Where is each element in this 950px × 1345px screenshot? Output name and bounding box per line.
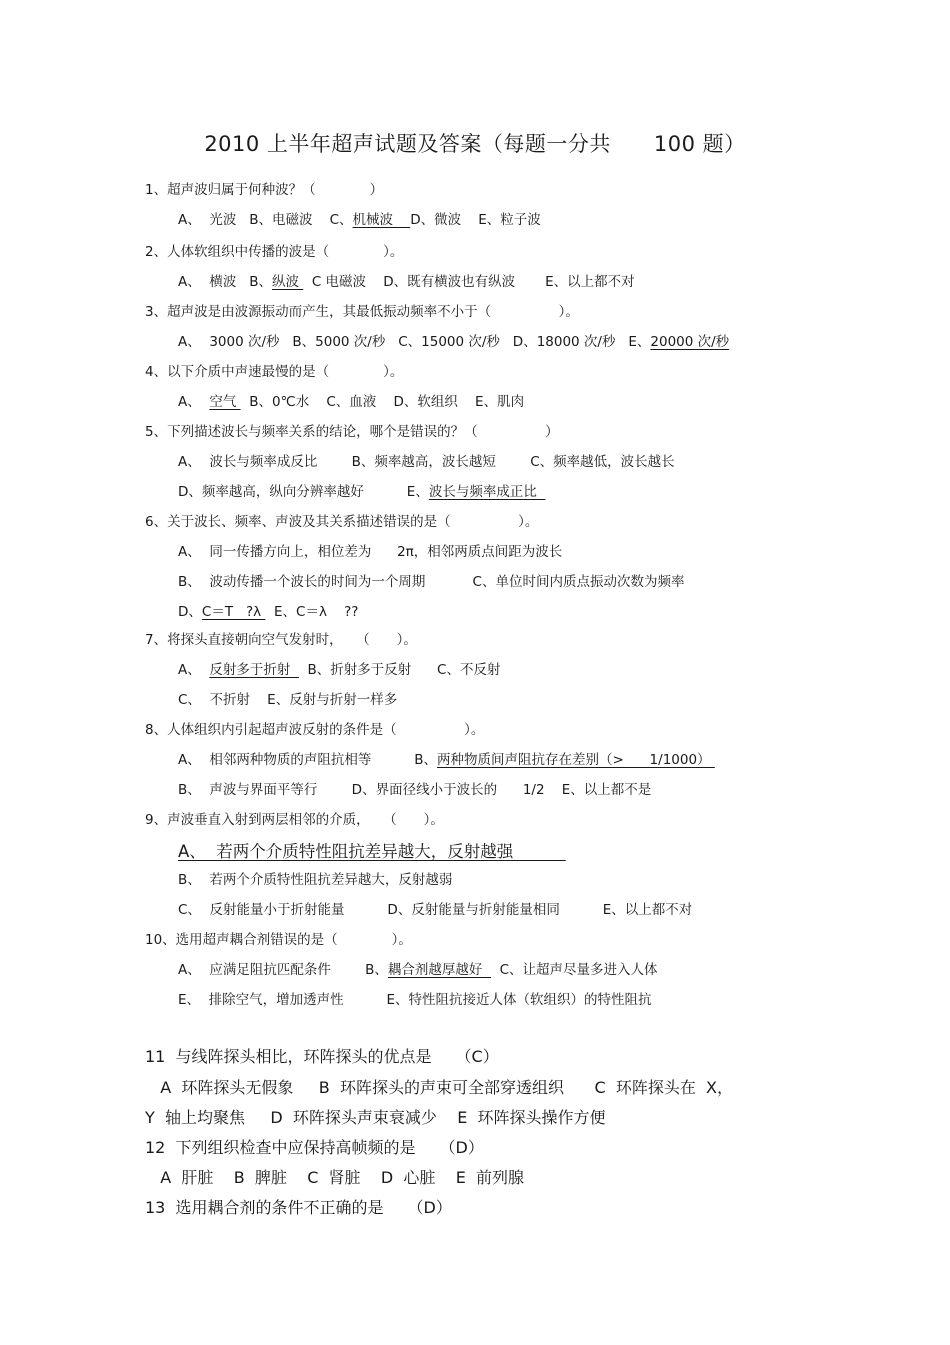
option-text: B、折射多于反射 C、不反射 <box>298 662 501 678</box>
question-options <box>178 208 541 228</box>
question-options <box>178 270 635 290</box>
option-text: A、 应满足阻抗匹配条件 B、 <box>178 962 388 978</box>
question-stem: 5、下列描述波长与频率关系的结论，哪个是错误的？（ ） <box>145 424 559 440</box>
question-line: 12 下列组织检查中应保持高帧频的是 （D） <box>145 1138 484 1157</box>
question-options <box>178 958 658 978</box>
question-stem: 3、超声波是由波源振动而产生，其最低振动频率不小于（ ）。 <box>145 304 579 320</box>
question-stem: 7、将探头直接朝向空气发射时， （ ）。 <box>145 632 417 648</box>
option-text: B、0℃水 C、血液 D、软组织 E、肌肉 <box>240 394 525 410</box>
question-options <box>178 658 500 678</box>
option-text: B、 波动传播一个波长的时间为一个周期 C、单位时间内质点振动次数为频率 <box>178 574 685 590</box>
question-options <box>178 778 651 798</box>
option-text: A、 横波 B、 <box>178 274 272 290</box>
option-text: C 电磁波 D、既有横波也有纵波 E、以上都不对 <box>303 274 635 290</box>
answer-underlined: 两种物质间声阻抗存在差别（> 1/1000） <box>437 752 715 768</box>
question-options <box>178 540 562 560</box>
answer-underlined: 空气 <box>209 394 241 410</box>
option-text: C、让超声尽量多进入人体 <box>491 962 658 978</box>
option-text: B、 声波与界面平等行 D、界面径线小于波长的 1/2 E、以上都不是 <box>178 782 652 798</box>
question-options <box>178 480 545 500</box>
answer-underlined: 机械波 <box>352 212 411 228</box>
question-options <box>178 330 729 350</box>
question-stem: 2、人体软组织中传播的波是（ ）。 <box>145 244 404 260</box>
option-text: A、 3000 次/秒 B、5000 次/秒 C、15000 次/秒 D、18000 次/秒 E、 <box>178 334 651 350</box>
question-options <box>178 600 358 620</box>
question-options <box>178 390 524 410</box>
option-text: A、 同一传播方向上，相位差为 2π，相邻两质点间距为波长 <box>178 544 563 560</box>
answer-underlined: 纵波 <box>271 274 304 290</box>
answer-underlined: 波长与频率成正比 <box>428 484 546 500</box>
option-text: B、 若两个介质特性阻抗差异越大，反射越弱 <box>178 872 453 888</box>
question-options <box>178 868 452 888</box>
option-text: C、 不折射 E、反射与折射一样多 <box>178 692 398 708</box>
question-stem: 9、声波垂直入射到两层相邻的介质， （ ）。 <box>145 812 444 828</box>
question-stem: 4、以下介质中声速最慢的是（ ）。 <box>145 364 404 380</box>
answer-underlined: 耦合剂越厚越好 <box>387 962 492 978</box>
option-text: A、 相邻两种物质的声阻抗相等 B、 <box>178 752 437 768</box>
question-options <box>178 898 692 918</box>
question-options <box>178 688 397 708</box>
question-options <box>178 838 566 862</box>
question-options <box>178 748 715 768</box>
question-stem: 1、超声波归属于何种波？（ ） <box>145 182 384 198</box>
question-stem: 10、选用超声耦合剂错误的是（ ）。 <box>145 932 412 948</box>
option-text: E、C＝λ ?? <box>265 604 359 620</box>
option-text: C、 反射能量小于折射能量 D、反射能量与折射能量相同 E、以上都不对 <box>178 902 693 918</box>
option-text: D、频率越高，纵向分辨率越好 E、 <box>178 484 429 500</box>
question-line: 11 与线阵探头相比，环阵探头的优点是 （C） <box>145 1047 499 1066</box>
question-options <box>178 450 675 470</box>
answer-underlined: A、 若两个介质特性阻抗差异越大，反射越强 <box>178 842 566 861</box>
answer-underlined: 反射多于折射 <box>209 662 299 678</box>
option-text: D、 <box>178 604 202 620</box>
document-title: 2010 上半年超声试题及答案（每题一分共 100 题） <box>204 132 746 156</box>
option-text: A、 波长与频率成反比 B、频率越高，波长越短 C、频率越低，波长越长 <box>178 454 675 470</box>
question-line: A 环阵探头无假象 B 环阵探头的声束可全部穿透组织 C 环阵探头在 X， <box>145 1078 733 1097</box>
option-text: A、 <box>178 662 210 678</box>
answer-underlined: C＝T ?λ <box>201 604 266 620</box>
option-text: A、 光波 B、电磁波 C、 <box>178 212 353 228</box>
answer-underlined: 20000 次/秒 <box>650 334 730 350</box>
question-line: Y 轴上均聚焦 D 环阵探头声束衰减少 E 环阵探头操作方便 <box>145 1108 606 1127</box>
question-stem: 8、人体组织内引起超声波反射的条件是（ ）。 <box>145 722 485 738</box>
question-options <box>178 570 684 590</box>
option-text: E、 排除空气，增加透声性 E、特性阻抗接近人体（软组织）的特性阻抗 <box>178 992 652 1008</box>
question-stem: 6、关于波长、频率、声波及其关系描述错误的是（ ）。 <box>145 514 539 530</box>
option-text: D、微波 E、粒子波 <box>410 212 541 228</box>
option-text: A、 <box>178 394 210 410</box>
question-options <box>178 988 652 1008</box>
question-line: A 肝脏 B 脾脏 C 肾脏 D 心脏 E 前列腺 <box>145 1168 525 1187</box>
question-line: 13 选用耦合剂的条件不正确的是 （D） <box>145 1198 452 1217</box>
